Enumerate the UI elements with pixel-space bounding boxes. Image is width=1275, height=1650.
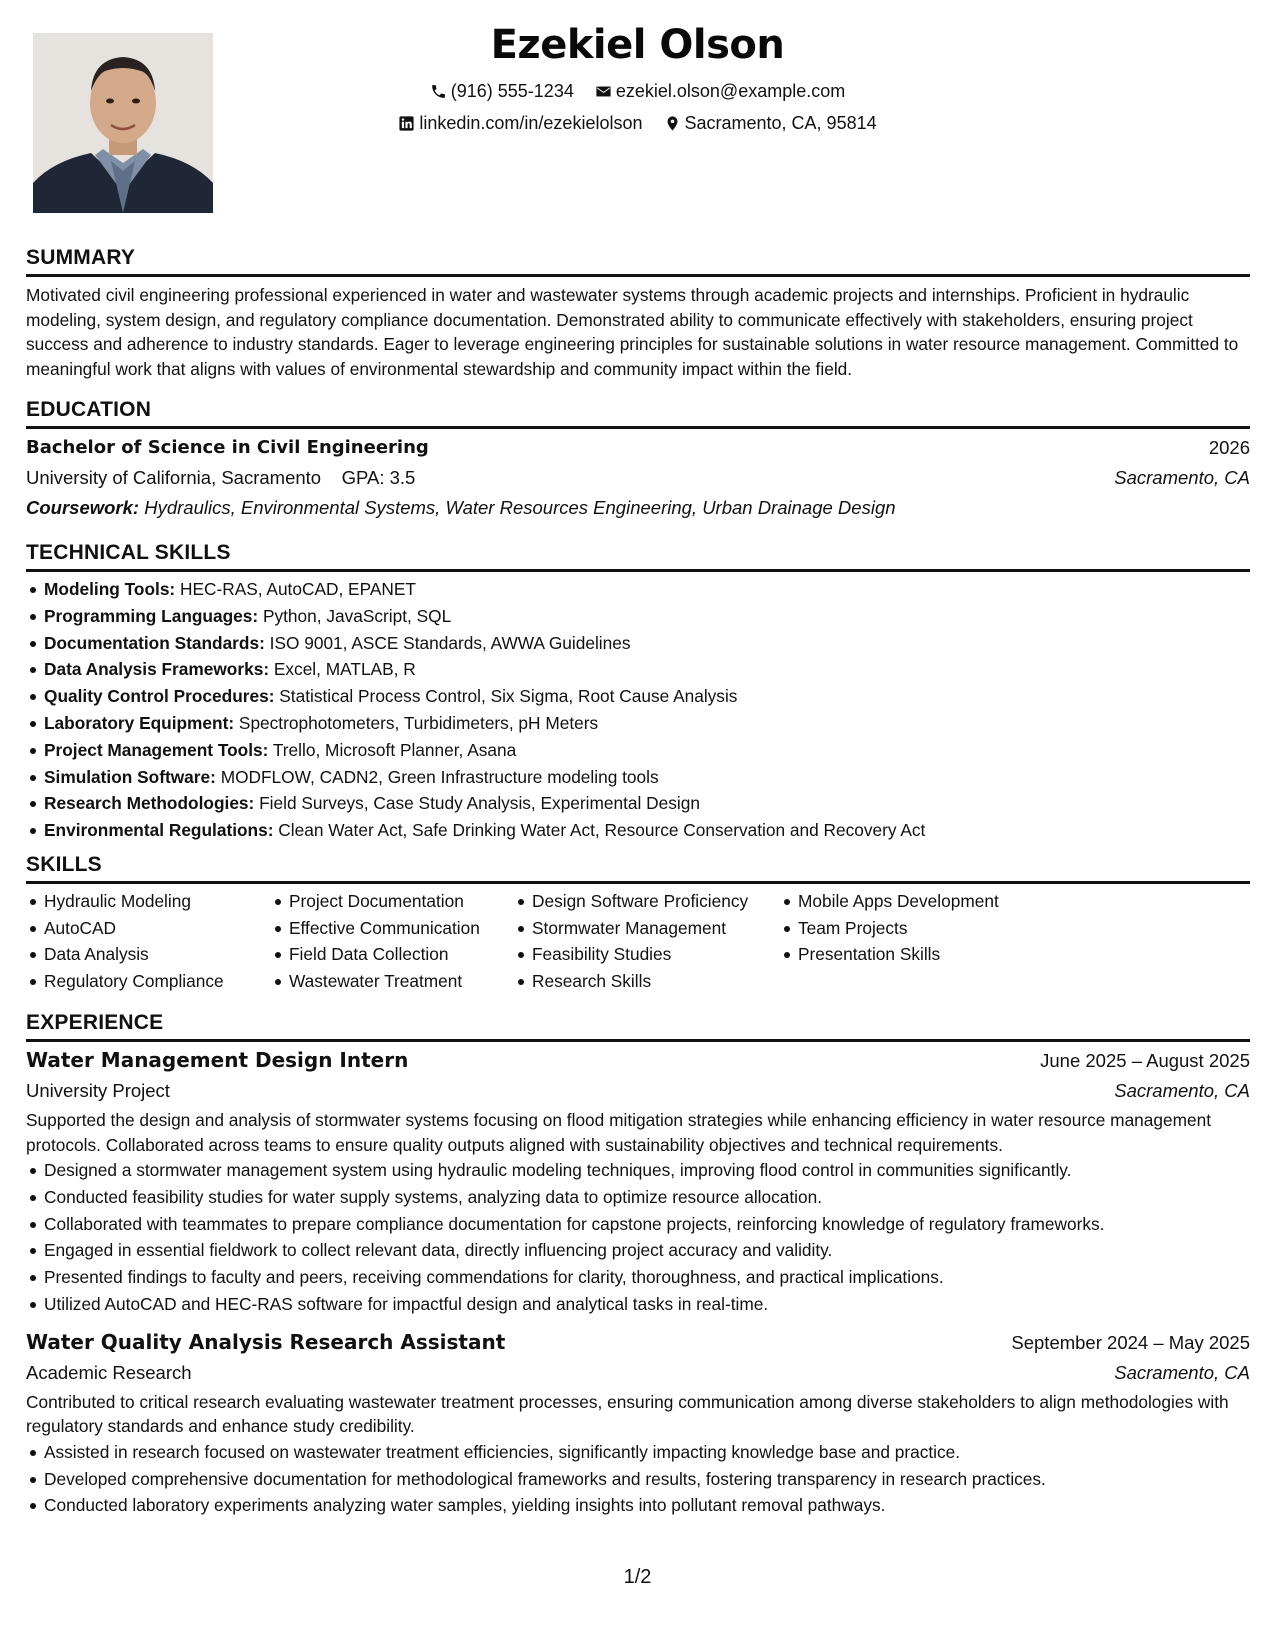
technical-skill-item	[44, 603, 1250, 630]
job-description: Contributed to critical research evaluating wastewater treatment processes, ensuring communication among diverse stakeholders to align methodologies with regulatory standards and enhance study credibility.	[26, 1391, 1229, 1437]
summary-section	[26, 246, 1250, 381]
job-dates: June 2025 – August 2025	[1040, 1050, 1250, 1071]
location-pin-icon	[664, 115, 681, 132]
email-icon	[595, 83, 612, 100]
skill-item: Data Analysis	[44, 941, 271, 968]
technical-skill-value: Spectrophotometers, Turbidimeters, pH Meters	[238, 712, 599, 733]
linkedin-text: linkedin.com/in/ezekielolson	[419, 113, 643, 133]
skills-list	[26, 888, 271, 994]
skill-item: Presentation Skills	[798, 941, 1080, 968]
job-title: Water Management Design Intern	[26, 1048, 409, 1072]
contact-line-2	[0, 113, 1275, 134]
skill-item: Project Documentation	[289, 888, 514, 915]
education-degree-row	[26, 433, 1250, 463]
skill-item: Team Projects	[798, 915, 1080, 942]
technical-skill-item	[44, 710, 1250, 737]
technical-skill-label: Modeling Tools:	[44, 579, 176, 599]
job-header	[26, 1044, 1250, 1076]
job-bullet: Collaborated with teammates to prepare compliance documentation for capstone projects, reinforcing knowledge of regulatory frameworks.	[44, 1211, 1250, 1238]
skills-column	[271, 888, 514, 994]
skill-item: Hydraulic Modeling	[44, 888, 271, 915]
technical-skill-label: Laboratory Equipment:	[44, 712, 235, 733]
experience-job	[26, 1044, 1250, 1318]
skills-grid	[26, 888, 1250, 994]
technical-skill-value: Python, JavaScript, SQL	[262, 605, 452, 626]
job-dates: September 2024 – May 2025	[1011, 1331, 1250, 1353]
job-title: Water Quality Analysis Research Assistant	[26, 1329, 506, 1354]
job-bullet: Developed comprehensive documentation for methodological frameworks and results, fostering transparency in research practices.	[44, 1466, 1250, 1493]
skills-column	[514, 888, 780, 994]
technical-skill-label: Quality Control Procedures:	[44, 686, 275, 707]
technical-skill-label: Documentation Standards:	[44, 632, 265, 653]
skill-item: Effective Communication	[289, 915, 514, 942]
technical-skill-label: Data Analysis Frameworks:	[44, 659, 270, 680]
job-bullet: Engaged in essential fieldwork to collect relevant data, directly influencing project accuracy and validity.	[44, 1237, 1250, 1264]
candidate-name: Ezekiel Olson	[490, 22, 785, 68]
technical-skill-item	[44, 764, 1250, 791]
education-location: Sacramento, CA	[1114, 467, 1250, 488]
technical-skills-list	[26, 576, 1250, 844]
technical-skill-value: Excel, MATLAB, R	[273, 659, 416, 680]
experience-section	[26, 1011, 1250, 1519]
technical-skills-section	[26, 541, 1250, 844]
job-subheader	[26, 1358, 1250, 1388]
skills-section	[26, 853, 1250, 994]
contact-line-1	[0, 81, 1275, 102]
skills-list	[514, 888, 780, 994]
technical-skill-value: ISO 9001, ASCE Standards, AWWA Guidelines	[269, 632, 631, 653]
job-description: Supported the design and analysis of stormwater systems focusing on flood mitigation strategies while enhancing efficiency in water resource management protocols. Collaborated across teams to ensure quality outputs aligned with sustainability objectives and technical requirements.	[26, 1110, 1212, 1155]
skill-item: Design Software Proficiency	[532, 888, 780, 915]
section-title-skills: SKILLS	[26, 853, 1250, 884]
technical-skill-label: Research Methodologies:	[44, 793, 255, 814]
education-gpa: GPA: 3.5	[341, 467, 416, 488]
section-title-education: EDUCATION	[26, 398, 1250, 429]
skill-item: Regulatory Compliance	[44, 968, 271, 995]
education-coursework	[26, 493, 1250, 523]
job-bullets	[26, 1157, 1250, 1318]
job-bullet: Designed a stormwater management system using hydraulic modeling techniques, improving flood control in communities significantly.	[44, 1157, 1250, 1184]
skill-item: Wastewater Treatment	[289, 968, 514, 995]
linkedin-icon	[398, 115, 415, 132]
job-organization: Academic Research	[26, 1361, 192, 1383]
technical-skill-item	[44, 790, 1250, 817]
contact-email[interactable]	[595, 81, 845, 102]
phone-text: (916) 555-1234	[450, 81, 574, 101]
skills-list	[271, 888, 514, 994]
skill-item: AutoCAD	[44, 915, 271, 942]
job-bullet: Conducted laboratory experiments analyzing water samples, yielding insights into pollutant removal pathways.	[44, 1492, 1250, 1519]
technical-skill-item	[44, 576, 1250, 603]
education-school-row	[26, 463, 1250, 493]
job-subheader	[26, 1076, 1250, 1106]
job-header	[26, 1326, 1250, 1358]
technical-skill-value: MODFLOW, CADN2, Green Infrastructure modeling tools	[220, 766, 659, 787]
technical-skill-value: Statistical Process Control, Six Sigma, Root Cause Analysis	[279, 686, 738, 707]
experience-jobs	[26, 1044, 1250, 1519]
location-text: Sacramento, CA, 95814	[684, 113, 877, 133]
technical-skill-item	[44, 630, 1250, 657]
technical-skill-value: HEC-RAS, AutoCAD, EPANET	[180, 579, 416, 599]
education-school: University of California, Sacramento	[26, 467, 322, 488]
contact-location	[664, 113, 877, 134]
skill-item: Mobile Apps Development	[798, 888, 1080, 915]
technical-skill-value: Clean Water Act, Safe Drinking Water Act, Resource Conservation and Recovery Act	[278, 820, 926, 841]
job-location: Sacramento, CA	[1114, 1361, 1250, 1383]
skill-item: Research Skills	[532, 968, 780, 995]
technical-skill-label: Project Management Tools:	[44, 739, 269, 760]
technical-skill-item	[44, 737, 1250, 764]
job-bullet: Utilized AutoCAD and HEC-RAS software for impactful design and analytical tasks in real-time.	[44, 1291, 1250, 1318]
skills-list	[780, 888, 1080, 968]
job-bullet: Presented findings to faculty and peers, receiving commendations for clarity, thoroughness, and practical implications.	[44, 1264, 1250, 1291]
skills-column	[780, 888, 1080, 994]
job-location: Sacramento, CA	[1114, 1080, 1250, 1101]
technical-skill-value: Trello, Microsoft Planner, Asana	[272, 739, 517, 760]
skills-column	[26, 888, 271, 994]
job-bullets	[26, 1439, 1250, 1519]
technical-skill-item	[44, 817, 1250, 844]
section-title-technical-skills: TECHNICAL SKILLS	[26, 541, 1250, 572]
summary-text: Motivated civil engineering professional experienced in water and wastewater systems through academic projects and internships. Proficient in hydraulic modeling, system design, and regulatory compliance documentation. Demonstrated ability to communicate effectively with stakeholders, ensuring project success and adherence to industry standards. Eager to leverage engineering principles for sustainable solutions in water resource management. Committed to meaningful work that aligns with values of environmental stewardship and community impact within the field.	[26, 285, 1239, 379]
job-bullet: Assisted in research focused on wastewater treatment efficiencies, significantly impacting knowledge base and practice.	[44, 1439, 1250, 1466]
job-bullet: Conducted feasibility studies for water supply systems, analyzing data to optimize resource allocation.	[44, 1184, 1250, 1211]
contact-linkedin[interactable]	[398, 113, 642, 134]
section-title-experience: EXPERIENCE	[26, 1011, 1250, 1042]
contact-phone[interactable]	[430, 81, 574, 102]
skill-item: Field Data Collection	[289, 941, 514, 968]
education-year: 2026	[1208, 437, 1250, 458]
email-text: ezekiel.olson@example.com	[615, 81, 846, 101]
technical-skill-item	[44, 656, 1250, 683]
section-title-summary: SUMMARY	[26, 246, 1250, 277]
skill-item: Feasibility Studies	[532, 941, 780, 968]
coursework-text: Hydraulics, Environmental Systems, Water Resources Engineering, Urban Drainage Design	[144, 497, 896, 518]
phone-icon	[430, 83, 447, 100]
technical-skill-item	[44, 683, 1250, 710]
page-number: 1/2	[623, 1566, 652, 1588]
experience-job	[26, 1326, 1250, 1519]
education-degree: Bachelor of Science in Civil Engineering	[26, 437, 429, 458]
education-section	[26, 398, 1250, 523]
technical-skill-label: Simulation Software:	[44, 766, 216, 787]
skill-item: Stormwater Management	[532, 915, 780, 942]
technical-skill-label: Programming Languages:	[44, 605, 259, 626]
job-organization: University Project	[26, 1080, 170, 1101]
technical-skill-label: Environmental Regulations:	[44, 820, 274, 841]
technical-skill-value: Field Surveys, Case Study Analysis, Experimental Design	[259, 793, 700, 814]
coursework-label: Coursework:	[26, 497, 140, 518]
